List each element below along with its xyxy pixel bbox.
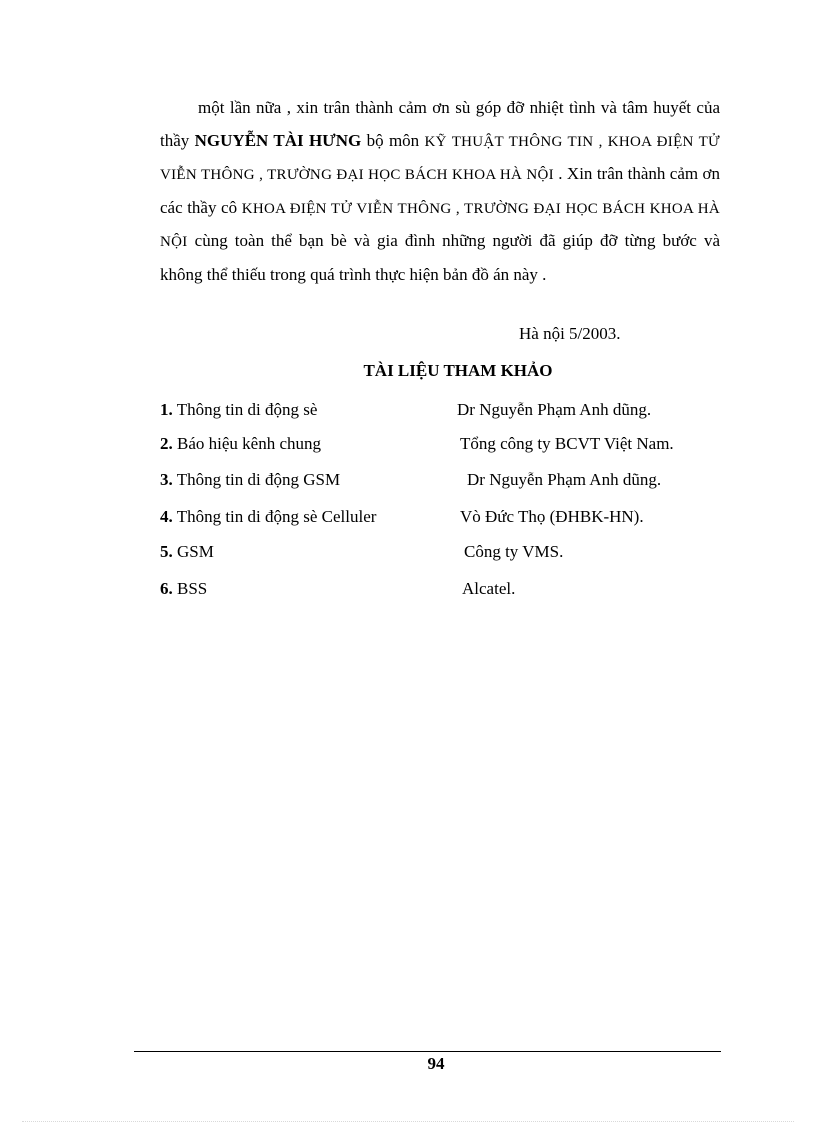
faculty-name: KHOA ĐIỆN TỬ VIỄN THÔNG , TRƯỜNG ĐẠI HỌC BÁCH KHOA HÀ NỘI	[160, 200, 721, 250]
reference-item	[160, 505, 740, 529]
reference-item	[160, 577, 740, 601]
reference-title-text: Thông tin di động sè Celluler	[176, 507, 377, 526]
acknowledgement-text-part-4: cùng toàn thể bạn bè và gia đình những người đã giúp đỡ từng bước và không thể thiếu trong quá trình thực hiện bản đồ án này .	[160, 231, 720, 284]
reference-title-text: Thông tin di động sè	[176, 400, 318, 419]
reference-number: 1.	[160, 400, 173, 419]
page-bottom-edge	[22, 1121, 794, 1122]
reference-author: Công ty VMS.	[464, 542, 564, 561]
reference-author: Dr Nguyễn Phạm Anh dũng.	[457, 400, 652, 419]
reference-item	[160, 468, 740, 492]
reference-title	[160, 540, 214, 564]
reference-title	[160, 468, 340, 492]
acknowledgement-text-part-3: . Xin trân thành cảm ơn các thầy cô	[160, 164, 720, 217]
reference-author: Vò Đức Thọ (ĐHBK-HN).	[460, 507, 644, 526]
reference-title-text: Thông tin di động GSM	[176, 470, 341, 489]
reference-title	[160, 432, 321, 456]
reference-title	[160, 577, 207, 601]
department-name: KỸ THUẬT THÔNG TIN , KHOA ĐIỆN TỬ VIỄN THÔNG , TRƯỜNG ĐẠI HỌC BÁCH KHOA HÀ NỘI	[160, 133, 720, 183]
page-number: 94	[427, 1054, 445, 1073]
acknowledgement-text-part-2: bộ môn	[361, 130, 425, 150]
reference-author: Tổng công ty BCVT Việt Nam.	[460, 434, 674, 453]
acknowledgement-text-part-1: một lần nữa , xin trân thành cảm ơn sù góp đỡ nhiệt tình và tâm huyết của thầy	[160, 98, 720, 150]
reference-item	[160, 432, 740, 456]
reference-number: 6.	[160, 579, 173, 598]
reference-title	[160, 398, 317, 422]
reference-number: 2.	[160, 434, 173, 453]
acknowledgement-paragraph	[160, 92, 720, 291]
reference-title	[160, 505, 376, 529]
teacher-name: NGUYỄN TÀI HƯNG	[194, 130, 362, 150]
reference-title-text: GSM	[177, 542, 214, 561]
reference-item	[160, 540, 740, 564]
references-heading: TÀI LIỆU THAM KHẢO	[363, 361, 553, 380]
reference-item	[160, 398, 740, 422]
reference-author: Alcatel.	[462, 579, 516, 598]
place-and-date: Hà nội 5/2003.	[519, 324, 621, 343]
reference-title-text: Báo hiệu kênh chung	[177, 434, 321, 453]
reference-author: Dr Nguyễn Phạm Anh dũng.	[467, 470, 662, 489]
footer-divider	[134, 1051, 721, 1052]
reference-title-text: BSS	[177, 579, 208, 598]
reference-number: 5.	[160, 542, 173, 561]
reference-number: 4.	[160, 507, 173, 526]
reference-number: 3.	[160, 470, 173, 489]
